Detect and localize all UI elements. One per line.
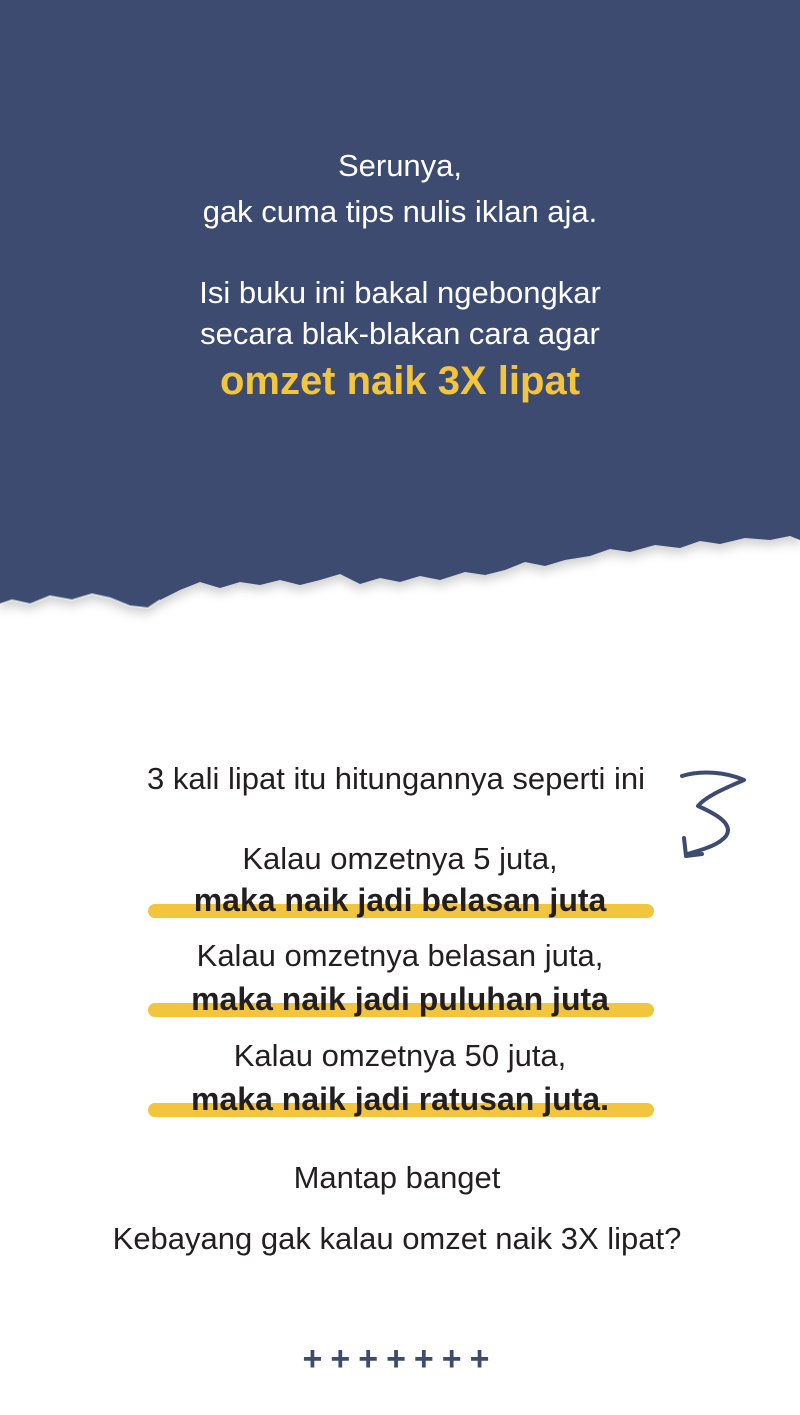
example-result: maka naik jadi belasan juta — [193, 882, 607, 918]
highlight-headline: omzet naik 3X lipat — [219, 359, 581, 403]
intro-line-4: secara blak-blakan cara agar — [200, 316, 600, 351]
navy-header-panel — [0, 0, 800, 640]
example-result: maka naik jadi puluhan juta — [191, 981, 609, 1017]
calculation-intro: 3 kali lipat itu hitungannya seperti ini — [146, 761, 646, 796]
intro-line-2: gak cuma tips nulis iklan aja. — [202, 194, 598, 229]
intro-line-1: Serunya, — [337, 148, 463, 183]
example-result: maka naik jadi ratusan juta. — [191, 1081, 609, 1117]
intro-line-3: Isi buku ini bakal ngebongkar — [199, 275, 601, 310]
closing-line-1: Mantap banget — [293, 1160, 501, 1195]
example-condition: Kalau omzetnya belasan juta, — [196, 938, 604, 973]
example-condition: Kalau omzetnya 5 juta, — [242, 841, 558, 876]
example-condition: Kalau omzetnya 50 juta, — [233, 1038, 567, 1073]
plus-decoration: +++++++ — [302, 1340, 498, 1378]
closing-line-2: Kebayang gak kalau omzet naik 3X lipat? — [112, 1221, 682, 1256]
